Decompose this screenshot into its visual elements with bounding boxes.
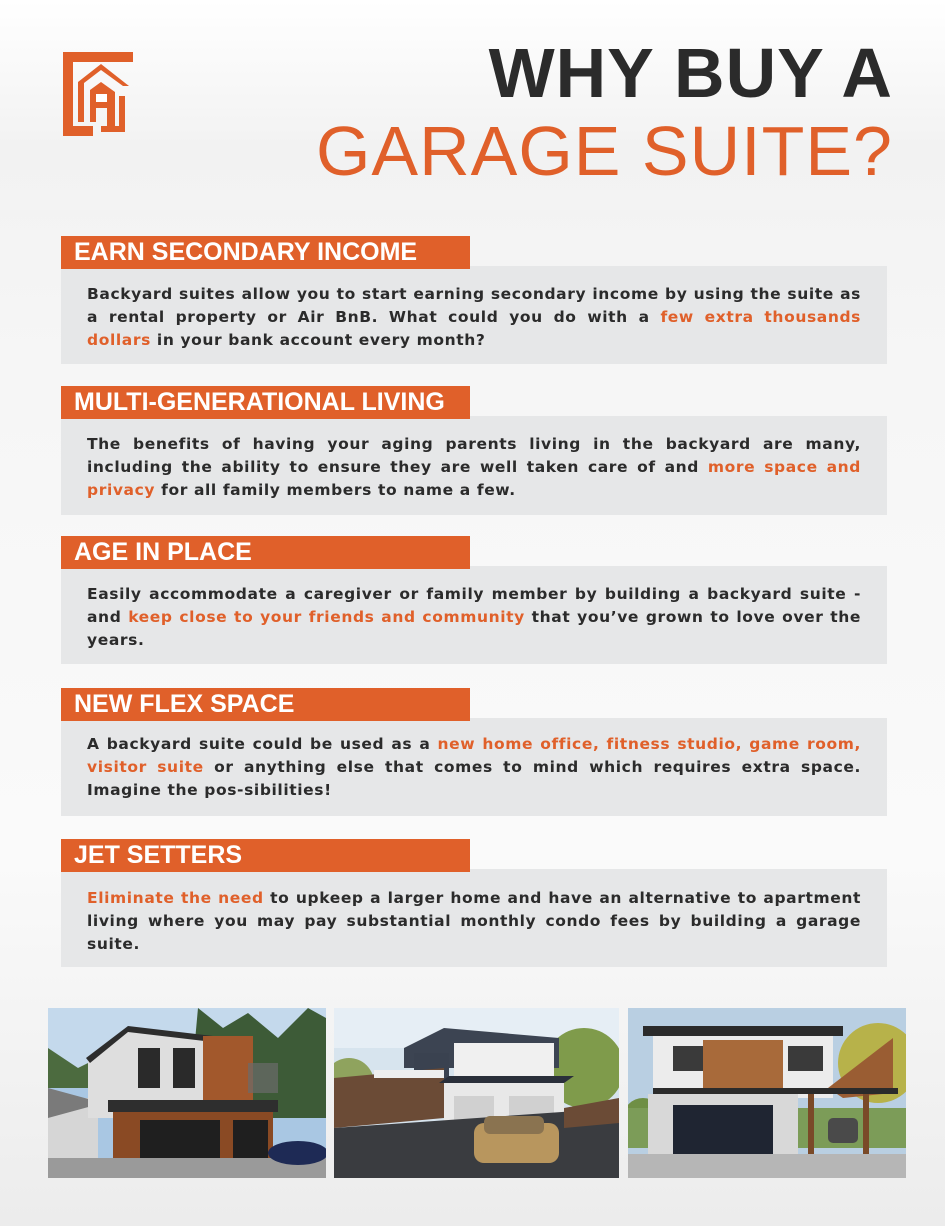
section-jet-setters [61,839,887,967]
highlight-text: Eliminate the need [87,889,264,907]
title-line-1: WHY BUY A [488,34,893,112]
section-heading: JET SETTERS [61,839,470,872]
section-multi-generational-living [61,386,887,515]
section-body [61,718,887,816]
highlight-text: keep close to your friends and community [128,608,525,626]
highlight-text: few extra thousands dollars [87,308,861,349]
highlight-text: new home office, fitness studio, game room, visitor suite [87,735,861,776]
brand-logo-icon [63,52,133,136]
highlight-text: more space and privacy [87,458,861,499]
section-heading: NEW FLEX SPACE [61,688,470,721]
section-text: A backyard suite could be used as a new home office, fitness studio, game room, visitor suite or anything else that comes to mind which requires extra space. Imagine the pos-sibilities! [87,735,861,799]
garage-suite-photo-3 [628,1008,906,1178]
section-text: Easily accommodate a caregiver or family member by building a backyard suite - and keep close to your friends and community that you’ve grown to love over the years. [87,585,862,649]
section-earn-secondary-income [61,236,887,364]
garage-suite-photo-1 [48,1008,326,1178]
section-body [61,566,887,664]
section-text: The benefits of having your aging parents living in the backyard are many, including the ability to ensure they are well taken care of and more space and privacy for all family members to name a few. [87,435,861,499]
title-line-2: GARAGE SUITE? [315,112,893,190]
section-text: Backyard suites allow you to start earning secondary income by using the suite as a rental property or Air BnB. What could you do with a few extra thousands dollars in your bank account every month? [87,285,861,349]
section-heading: AGE IN PLACE [61,536,470,569]
section-body [61,869,887,967]
section-heading: EARN SECONDARY INCOME [61,236,470,269]
garage-suite-photo-2 [334,1008,619,1178]
section-body [61,416,887,515]
section-heading: MULTI-GENERATIONAL LIVING [61,386,470,419]
section-text: Eliminate the need to upkeep a larger home and have an alternative to apartment living where you may pay substantial monthly condo fees by building a garage suite. [87,889,861,953]
section-new-flex-space [61,688,887,816]
section-age-in-place [61,536,887,664]
section-body [61,266,887,364]
